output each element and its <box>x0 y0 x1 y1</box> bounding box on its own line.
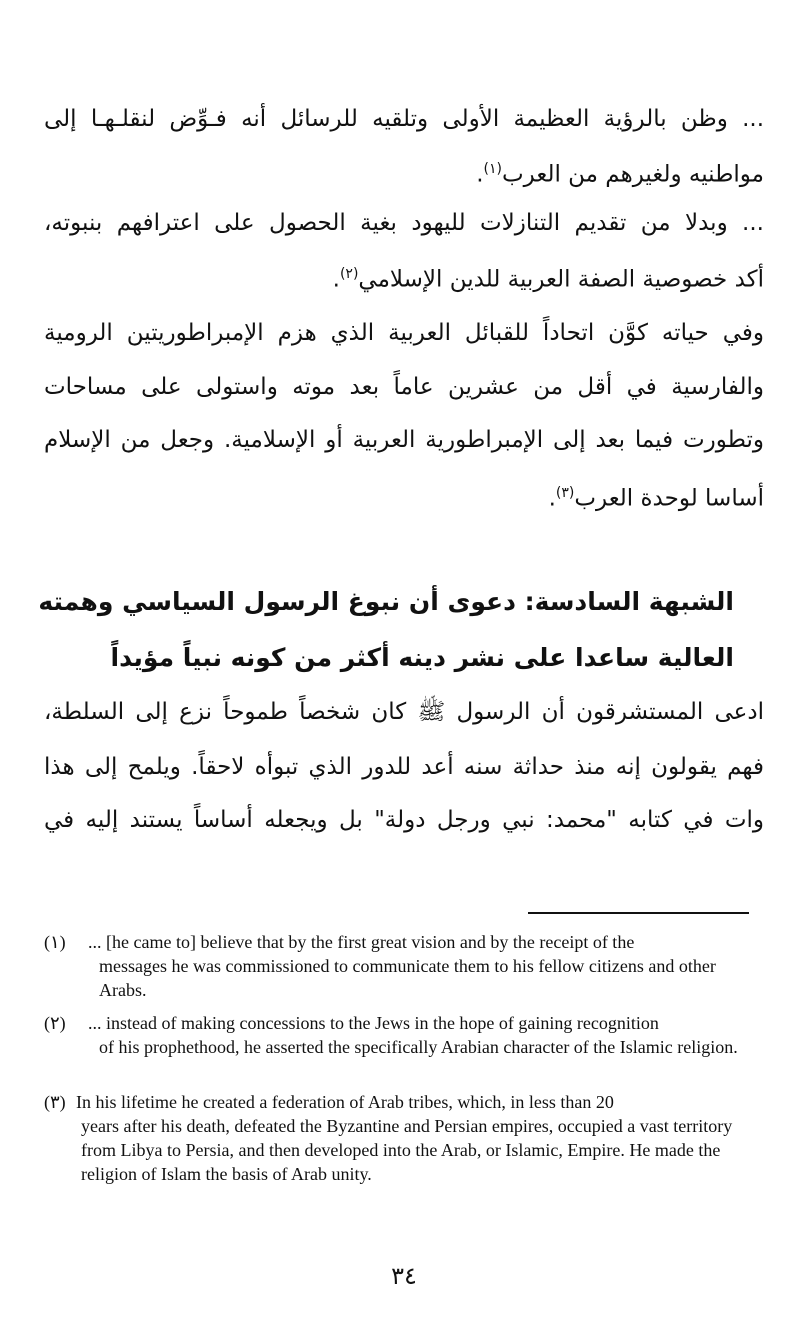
footnote-2-rest: of his prophethood, he asserted the specifically Arabian character of the Islamic religion. <box>99 1037 738 1057</box>
footnote-2-number: (٢) <box>44 1013 66 1033</box>
footnote-ref-3: (٣) <box>555 485 575 501</box>
body-line-7: وتطورت فيما بعد إلى الإمبراطورية العربية أو الإسلامية. وجعل من الإسلام <box>44 427 764 453</box>
body-line-4: أكد خصوصية الصفة العربية للدين الإسلامي$^{(٢)}$. <box>332 266 764 293</box>
footnote-3-rest: years after his death, defeated the Byzantine and Persian empires, occupied a vast territory from Libya to Persia, and then developed into the Arab, or Islamic, Empire. He made the religion of Islam the basis of Arab unity. <box>81 1116 733 1184</box>
footnote-ref-2: (٢) <box>339 266 359 282</box>
footnote-2 <box>44 1011 749 1059</box>
footnote-1-first-line: ... [he came to] believe that by the first great vision and by the receipt of the <box>88 932 635 952</box>
footnote-3-first-line: In his lifetime he created a federation of Arab tribes, which, in less than 20 <box>76 1092 614 1112</box>
body-line-1: ... وظن بالرؤية العظيمة الأولى وتلقيه للرسائل أنه فـوِّض لنقلـهـا إلى <box>44 106 764 132</box>
footnote-divider <box>528 912 749 914</box>
body-line-3: ... وبدلا من تقديم التنازلات لليهود بغية الحصول على اعترافهم بنبوته، <box>44 210 764 236</box>
footnote-2-first-line: ... instead of making concessions to the Jews in the hope of gaining recognition <box>88 1013 659 1033</box>
body-line-2: مواطنيه ولغيرهم من العرب$^{(١)}$. <box>476 161 764 188</box>
body-line-8-text: أساسا لوحدة العرب <box>574 485 764 512</box>
body-line-5: وفي حياته كوَّن اتحاداً للقبائل العربية الذي هزم الإمبراطوريتين الرومية <box>44 320 764 346</box>
body2-line-1: ادعى المستشرقون أن الرسول ﷺ كان شخصاً طموحاً نزع إلى السلطة، <box>44 699 764 725</box>
section-heading-line-1: الشبهة السادسة: دعوى أن نبوغ الرسول السياسي وهمته <box>38 587 734 616</box>
footnote-1 <box>44 930 749 1002</box>
body-line-6: والفارسية في أقل من عشرين عاماً بعد موته واستولى على مساحات <box>44 374 764 400</box>
body2-line-3: وات في كتابه "محمد: نبي ورجل دولة" بل ويجعله أساساً يستند إليه في <box>44 807 764 833</box>
footnote-1-rest: messages he was commissioned to communicate them to his fellow citizens and other Arabs. <box>99 956 716 1000</box>
footnote-1-number: (١) <box>44 932 66 952</box>
footnote-3-number: (٣) <box>44 1092 66 1112</box>
body-line-4-text: أكد خصوصية الصفة العربية للدين الإسلامي <box>358 266 764 293</box>
section-heading-line-2: العالية ساعدا على نشر دينه أكثر من كونه نبياً مؤيداً <box>110 643 734 672</box>
page-number: ٣٤ <box>391 1262 417 1290</box>
body-line-2-text: مواطنيه ولغيرهم من العرب <box>502 161 764 188</box>
body-line-8: أساسا لوحدة العرب$^{(٣)}$. <box>548 485 764 512</box>
body2-line-2: فهم يقولون إنه منذ حداثة سنه أعد للدور الذي تبوأه لاحقاً. ويلمح إلى هذا <box>44 754 764 780</box>
footnote-3 <box>44 1090 749 1186</box>
footnote-ref-1: (١) <box>483 161 503 177</box>
